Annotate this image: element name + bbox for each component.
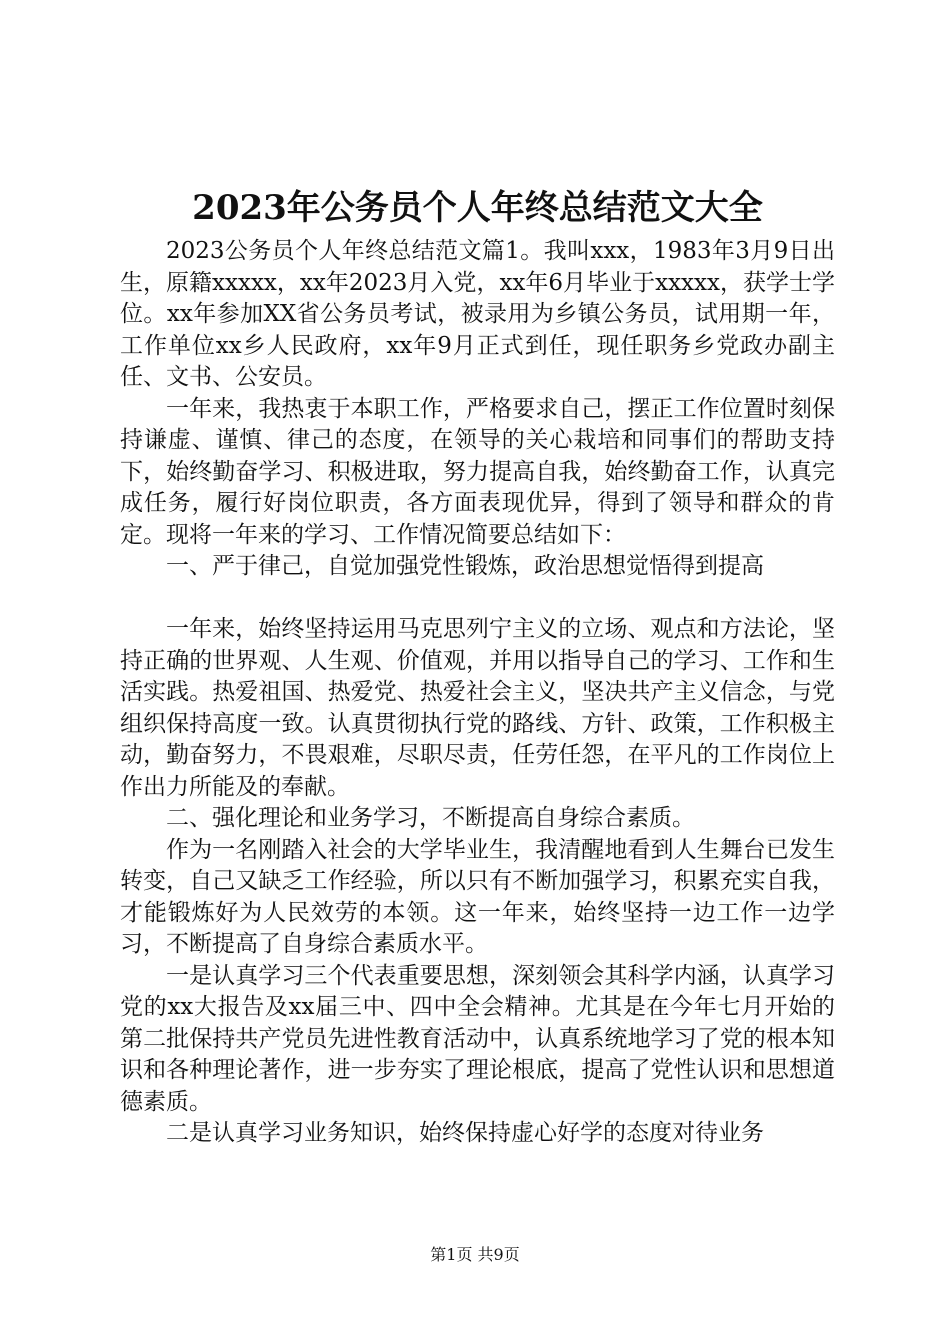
document-title: 2023年公务员个人年终总结范文大全 [192, 188, 763, 228]
document-body [120, 236, 835, 1150]
paragraph-political: 一年来，始终坚持运用马克思列宁主义的立场、观点和方法论，坚持正确的世界观、人生观、价值观，并用以指导自己的学习、工作和生活实践。热爱祖国、热爱党、热爱社会主义，坚决共产主义信念，与党组织保持高度一致。认真贯彻执行党的路线、方针、政策，工作积极主动，勤奋努力，不畏艰难，尽职尽责，任劳任怨，在平凡的工作岗位上作出力所能及的奉献。 [120, 616, 835, 800]
paragraph-overview: 一年来，我热衷于本职工作，严格要求自己，摆正工作位置时刻保持谦虚、谨慎、律己的态度，在领导的关心栽培和同事们的帮助支持下，始终勤奋学习、积极进取，努力提高自我，始终勤奋工作，认真完成任务，履行好岗位职责，各方面表现优异，得到了领导和群众的肯定。现将一年来的学习、工作情况简要总结如下： [120, 395, 835, 548]
paragraph-theory: 一是认真学习三个代表重要思想，深刻领会其科学内涵，认真学习党的xx大报告及xx届三中、四中全会精神。尤其是在今年七月开始的第二批保持共产党员先进性教育活动中，认真系统地学习了党的根本知识和各种理论著作，进一步夯实了理论根底，提高了党性认识和思想道德素质。 [120, 962, 835, 1115]
page-number-footer: 第1页 共9页 [430, 1245, 520, 1264]
paragraph-study: 作为一名刚踏入社会的大学毕业生，我清醒地看到人生舞台已发生转变，自己又缺乏工作经验，所以只有不断加强学习，积累充实自我，才能锻炼好为人民效劳的本领。这一年来，始终坚持一边工作一边学习，不断提高了自身综合素质水平。 [120, 836, 835, 957]
section-heading-2: 二、强化理论和业务学习，不断提高自身综合素质。 [166, 805, 695, 831]
section-heading-1: 一、严于律己，自觉加强党性锻炼，政治思想觉悟得到提高 [166, 553, 764, 579]
paragraph-business: 二是认真学习业务知识，始终保持虚心好学的态度对待业务 [166, 1120, 764, 1146]
paragraph-intro: 2023公务员个人年终总结范文篇1。我叫xxx，1983年3月9日出生，原籍xxxxx，xx年2023月入党，xx年6月毕业于xxxxx，获学士学位。xx年参加XX省公务员考试，被录用为乡镇公务员，试用期一年，工作单位xx乡人民政府，xx年9月正式到任，现任职务乡党政办副主任、文书、公安员。 [120, 238, 835, 390]
